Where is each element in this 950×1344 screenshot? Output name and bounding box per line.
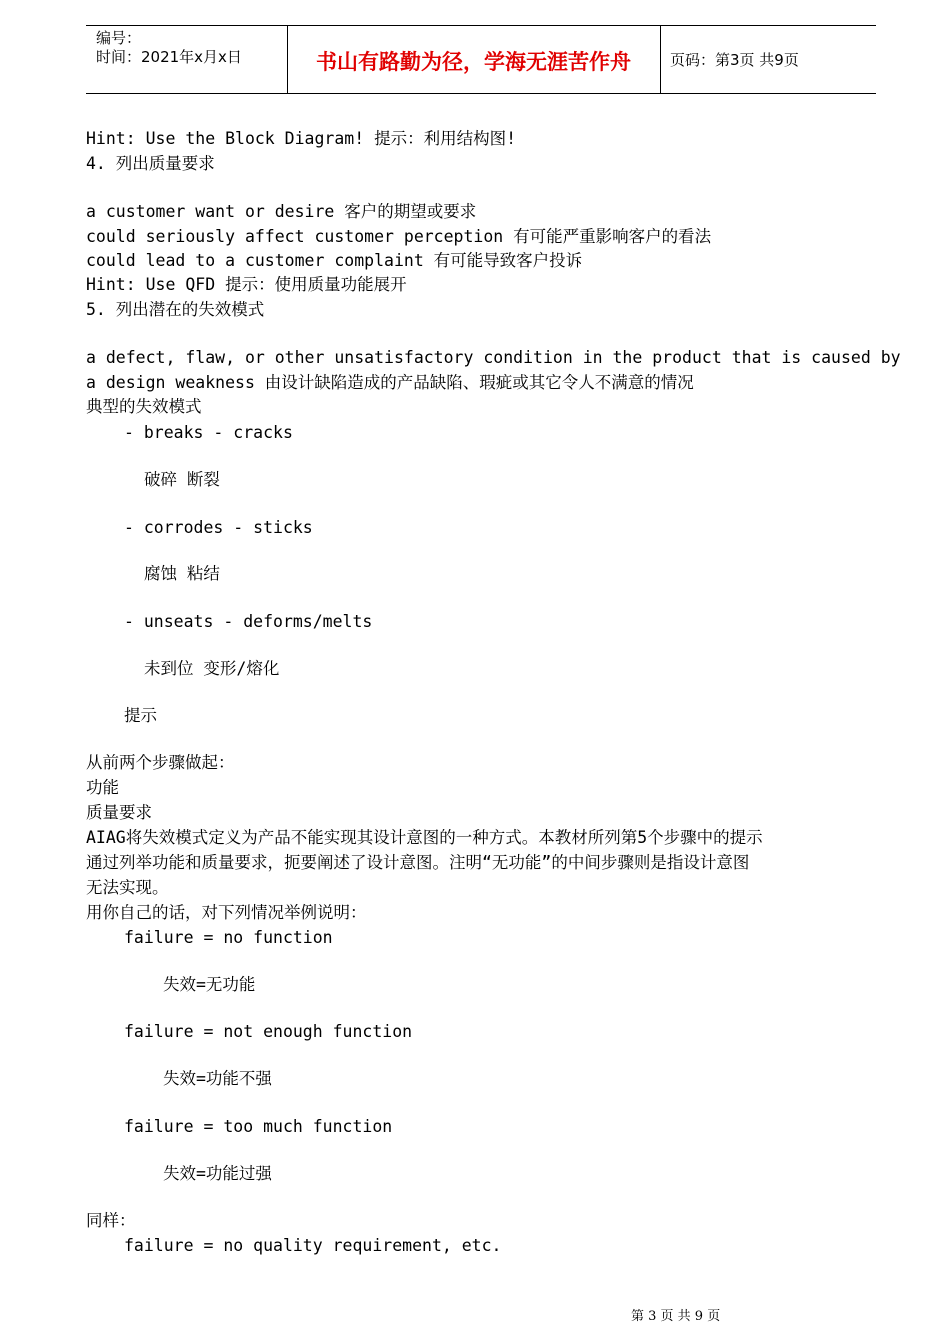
paragraph-line: 用你自己的话，对下列情况举例说明： [86, 903, 367, 922]
paragraph-line: AIAG将失效模式定义为产品不能实现其设计意图的一种方式。本教材所列第5个步骤中的提示 [86, 828, 763, 847]
quality-def-3: could lead to a customer complaint 有可能导致客户投诉 [86, 251, 583, 270]
paragraph-line: 同样： [86, 1211, 136, 1230]
paragraph-line: 质量要求 [86, 803, 152, 822]
failure-mode-list-item: - corrodes - sticks [124, 518, 313, 537]
typical-failure-modes-heading: 典型的失效模式 [86, 397, 202, 416]
failure-mode-list-item: - breaks - cracks [124, 423, 293, 442]
page-footer: 第 3 页 共 9 页 [631, 1309, 721, 1324]
failure-mode-list-item: - unseats - deforms/melts [124, 612, 373, 631]
document-time-label: 时间：2021年x月x日 [96, 48, 242, 66]
failure-example: failure = no quality requirement, etc. [124, 1236, 502, 1255]
header-right-cell [661, 26, 876, 93]
document-number-label: 编号： [96, 29, 142, 47]
failure-mode-def-1: a defect, flaw, or other unsatisfactory condition in the product that is caused by [86, 348, 901, 367]
page-header-table [86, 25, 876, 94]
failure-mode-def-2: a design weakness 由设计缺陷造成的产品缺陷、瑕疵或其它令人不满意的情况 [86, 373, 694, 392]
failure-example: failure = not enough function [124, 1022, 413, 1041]
failure-example: failure = too much function [124, 1117, 393, 1136]
quality-def-1: a customer want or desire 客户的期望或要求 [86, 202, 477, 221]
paragraph-line: 功能 [86, 778, 119, 797]
step-5-heading: 5. 列出潜在的失效模式 [86, 300, 265, 319]
paragraph-line: 通过列举功能和质量要求，扼要阐述了设计意图。注明“无功能”的中间步骤则是指设计意图 [86, 853, 750, 872]
hint-qfd: Hint: Use QFD 提示：使用质量功能展开 [86, 275, 407, 294]
step-4-heading: 4. 列出质量要求 [86, 154, 215, 173]
header-left-cell [86, 26, 288, 93]
header-middle-cell [287, 26, 661, 93]
failure-example-translation: 失效=功能不强 [163, 1069, 272, 1088]
failure-mode-translation: 破碎 断裂 [144, 470, 220, 489]
hint-label: 提示 [124, 706, 157, 725]
paragraph-line: 从前两个步骤做起： [86, 753, 235, 772]
failure-example-translation: 失效=无功能 [163, 975, 256, 994]
header-page-info: 页码：第3页 共9页 [670, 51, 799, 69]
failure-mode-translation: 未到位 变形/熔化 [144, 659, 280, 678]
hint-block-diagram: Hint: Use the Block Diagram! 提示：利用结构图! [86, 129, 517, 148]
failure-mode-translation: 腐蚀 粘结 [144, 564, 220, 583]
paragraph-line: 无法实现。 [86, 878, 169, 897]
failure-example-translation: 失效=功能过强 [163, 1164, 272, 1183]
header-motto: 书山有路勤为径，学海无涯苦作舟 [316, 50, 631, 74]
failure-example: failure = no function [124, 928, 333, 947]
quality-def-2: could seriously affect customer perception 有可能严重影响客户的看法 [86, 227, 712, 246]
